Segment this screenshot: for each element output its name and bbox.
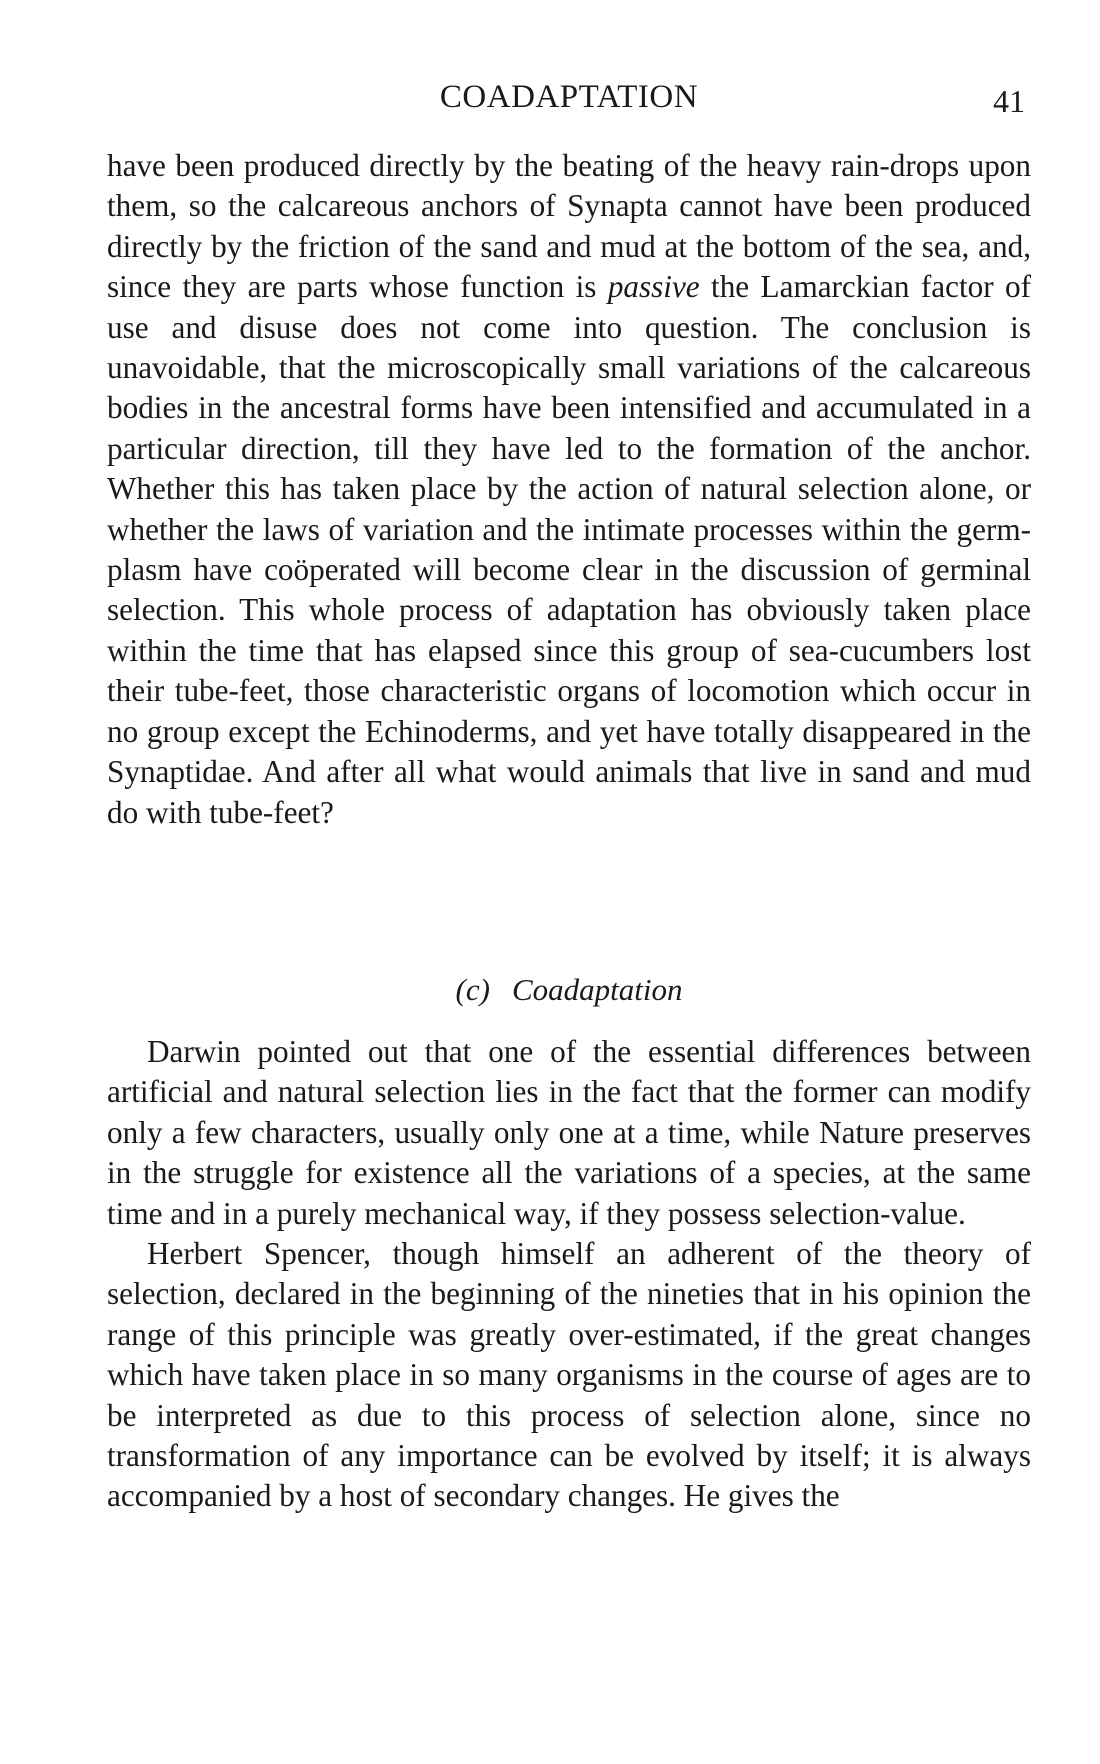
running-title: COADAPTATION	[439, 79, 699, 115]
emphasis-passive: passive	[607, 269, 700, 305]
paragraph-1-text-b: the Lamarckian factor of use and disuse does not come into question. The conclusion is unavoidable, that the microscopically small variations of the calcareous bodies in the ancestral forms have been intensified and accumulated in a particular direction, till they have led to the formation of the anchor. Whether this has taken place by the action of natural selection alone, or whether the laws of variation and the intimate processes within the germ-plasm have coöperated will become clear in the discussion of germinal selection. This whole process of adaptation has obviously taken place within the time that has elapsed since this group of sea-cucumbers lost their tube-feet, those characteristic organs of locomotion which occur in no group except the Echinoderms, and yet have totally disappeared in the Synaptidae. And after all what would animals that live in sand and mud do with tube-feet?	[107, 269, 1031, 830]
section-label: (c)	[455, 972, 490, 1007]
paragraph-continued	[107, 146, 1031, 833]
paragraph-2: Darwin pointed out that one of the essential differences between artificial and natural selection lies in the fact that the former can modify only a few characters, usually only one at a time, while Nature preserves in the struggle for existence all the variations of a species, at the same time and in a purely mechanical way, if they possess selection-value.	[107, 1034, 1031, 1231]
paragraph-3: Herbert Spencer, though himself an adherent of the theory of selection, declared in the beginning of the nineties that in his opinion the range of this principle was greatly over-estimated, if the great changes which have taken place in so many organisms in the course of ages are to be interpreted as due to this process of selection alone, since no transformation of any importance can be evolved by itself; it is always accompanied by a host of secondary changes. He gives the	[107, 1236, 1031, 1514]
section-body	[107, 1032, 1031, 1517]
paragraph-1-text-a: have been produced directly by the beating of the heavy rain-drops upon them, so the calcareous anchors of Synapta cannot have been produced directly by the friction of the sand and mud at the bottom of the sea, and, since they are parts whose function is	[107, 148, 1031, 305]
section-title: Coadaptation	[511, 972, 683, 1007]
page-number: 41	[993, 83, 1025, 119]
paragraph-1	[107, 146, 1031, 833]
running-head	[107, 72, 1031, 122]
section-heading	[107, 968, 1031, 1012]
